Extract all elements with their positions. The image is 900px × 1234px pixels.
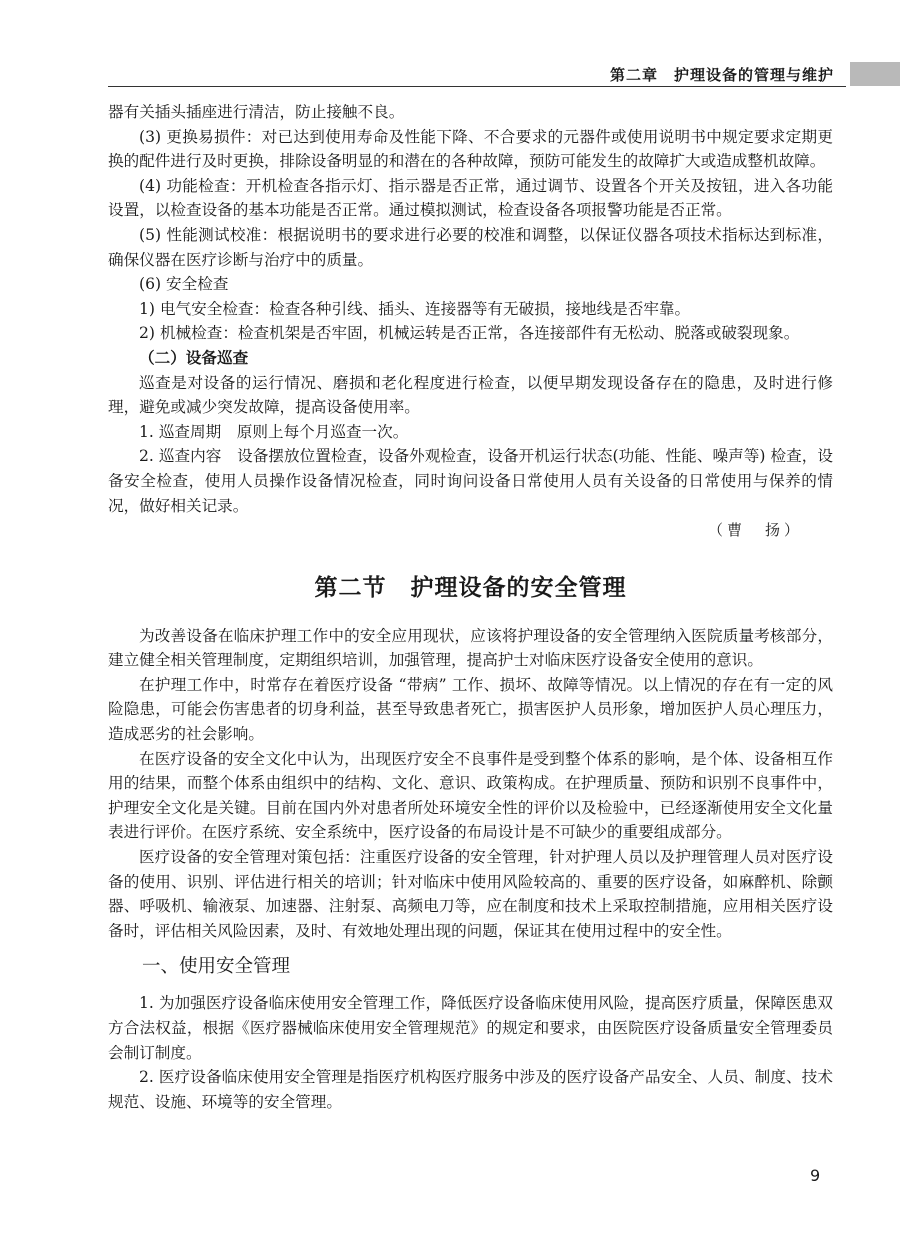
heading-usage-safety: 一、使用安全管理 [142,956,291,978]
running-header [108,60,846,87]
numbered-item-1: 1. 为加强医疗设备临床使用安全管理工作，降低医疗设备临床使用风险，提高医疗质量，保障医患双方合法权益，根据《医疗器械临床使用安全管理规范》的规定和要求，由医院医疗设备质量安全管理委员会制订制度。 [108,994,833,1062]
section-title: 第二节 护理设备的安全管理 [314,574,627,601]
section-paragraph-1: 为改善设备在临床护理工作中的安全应用现状，应该将护理设备的安全管理纳入医院质量考核部分，建立健全相关管理制度，定期组织培训，加强管理，提高护士对临床医疗设备安全使用的意识。 [108,626,833,670]
section-paragraph-4: 医疗设备的安全管理对策包括：注重医疗设备的安全管理，针对护理人员以及护理管理人员对医疗设备的使用、识别、评估进行相关的培训；针对临床中使用风险较高的、重要的医疗设备，如麻醉机、除颤器、呼吸机、输液泵、加速器、注射泵、高频电刀等，应在制度和技术上采取控制措施，应用相关医疗设备时，评估相关风险因素，及时、有效地处理出现的问题，保证其在使用过程中的安全性。 [108,848,833,940]
item-electrical-check: 1) 电气安全检查：检查各种引线、插头、连接器等有无破损，接地线是否牢靠。 [139,299,691,318]
item-function-check: (4) 功能检查：开机检查各指示灯、指示器是否正常，通过调节、设置各个开关及按钮，进入各功能设置，以检查设备的基本功能是否正常。通过模拟测试，检查设备各项报警功能是否正常。 [108,176,833,220]
paragraph-patrol: 巡查是对设备的运行情况、磨损和老化程度进行检查，以便早期发现设备存在的隐患，及时进行修理，避免或减少突发故障，提高设备使用率。 [108,373,833,417]
item-performance-calibration: (5) 性能测试校准：根据说明书的要求进行必要的校准和调整，以保证仪器各项技术指标达到标准，确保仪器在医疗诊断与治疗中的质量。 [108,225,833,269]
numbered-item-2: 2. 医疗设备临床使用安全管理是指医疗机构医疗服务中涉及的医疗设备产品安全、人员、制度、技术规范、设施、环境等的安全管理。 [108,1068,833,1111]
section-paragraph-3: 在医疗设备的安全文化中认为，出现医疗安全不良事件是受到整个体系的影响，是个体、设备相互作用的结果，而整个体系由组织中的结构、文化、意识、政策构成。在护理质量、预防和识别不良事件中，护理安全文化是关键。目前在国内外对患者所处环境安全性的评价以及检验中，已经逐渐使用安全文化量表进行评价。在医疗系统、安全系统中，医疗设备的布局设计是不可缺少的重要组成部分。 [108,749,833,842]
subheading-patrol: （二）设备巡查 [139,348,249,367]
chapter-title: 第二章 护理设备的管理与维护 [609,66,834,84]
item-replace-parts: (3) 更换易损件：对已达到使用寿命及性能下降、不合要求的元器件或使用说明书中规定要求定期更换的配件进行及时更换，排除设备明显的和潜在的各种故障，预防可能发生的故障扩大或造成整机故障。 [108,127,833,171]
patrol-cycle: 1. 巡查周期 原则上每个月巡查一次。 [139,422,409,441]
item-safety-check: (6) 安全检查 [139,275,229,294]
header-tab-decoration [850,62,900,86]
item-mechanical-check: 2) 机械检查：检查机架是否牢固，机械运转是否正常，各连接部件有无松动、脱落或破裂现象。 [139,324,800,343]
page-number: 9 [810,1166,821,1185]
author-signature: （曹 扬） [707,521,803,540]
patrol-content: 2. 巡查内容 设备摆放位置检查，设备外观检查，设备开机运行状态(功能、性能、噪声等) 检查，设备安全检查，使用人员操作设备情况检查，同时询问设备日常使用人员有关设备的日常使用与保养的情况，做好相关记录。 [108,447,833,515]
paragraph-continued: 器有关插头插座进行清洁，防止接触不良。 [108,103,405,121]
section-paragraph-2: 在护理工作中，时常存在着医疗设备 “带病” 工作、损坏、故障等情况。以上情况的存在有一定的风险隐患，可能会伤害患者的切身利益，甚至导致患者死亡，损害医护人员形象，增加医护人员心理压力，造成恶劣的社会影响。 [108,675,833,744]
page-body [108,100,833,1114]
